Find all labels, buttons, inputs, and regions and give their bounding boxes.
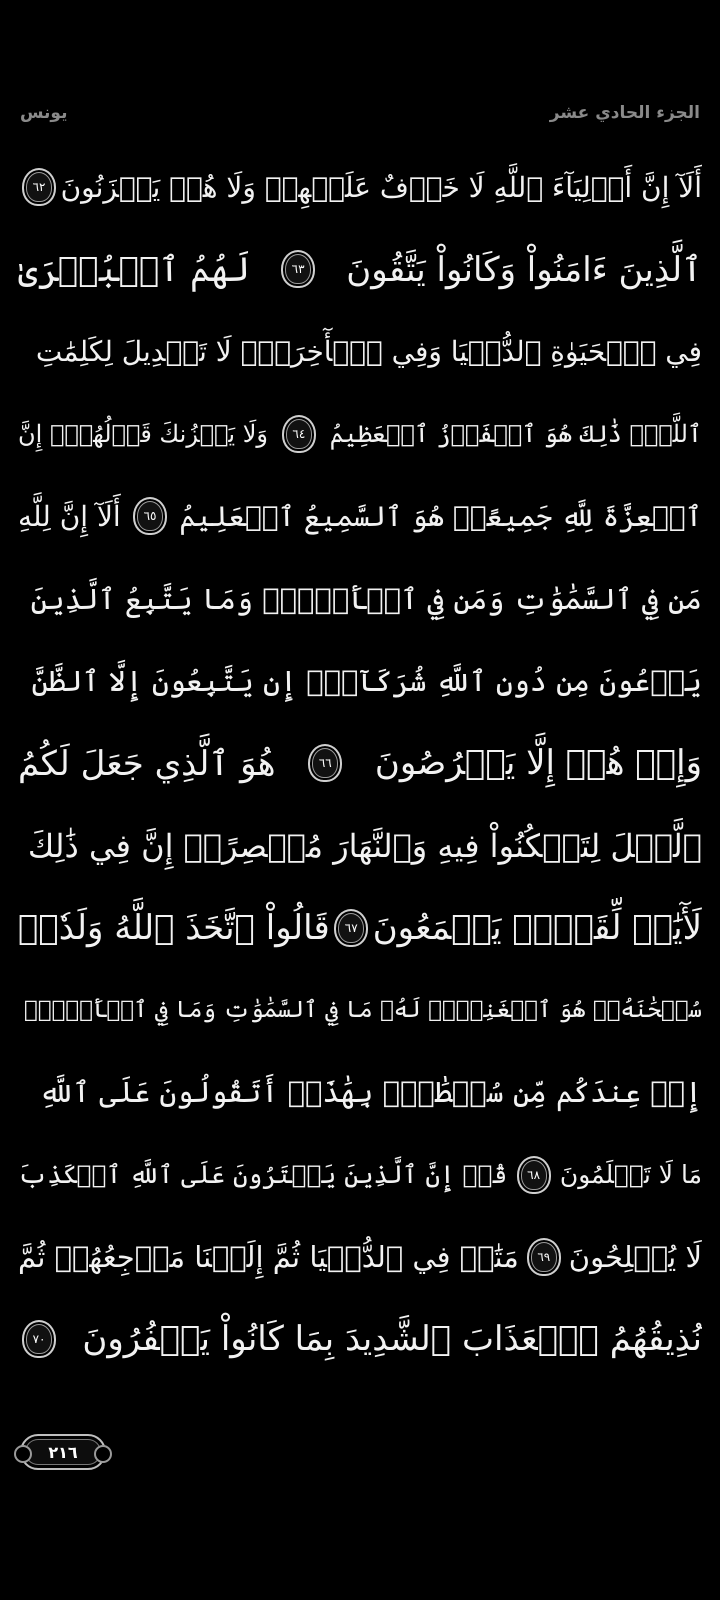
page-number: ٢١٦: [48, 1442, 78, 1462]
verse-text: سُبۡحَٰنَهُۥۖ هُوَ ٱلۡغَنِيُّۖ لَهُۥ مَا فِي ٱلسَّمَٰوَٰتِ وَمَا فِي ٱلۡأَرۡضِۚ: [23, 997, 702, 1024]
juz-label: الجزء الحادي عشر: [549, 103, 700, 123]
verse-text: قَالُواْ ٱتَّخَذَ ٱللَّهُ وَلَدٗاۗ: [18, 907, 330, 948]
verse-line-content: [18, 335, 702, 368]
verse-line-content: [18, 1156, 702, 1194]
verse-line: [18, 557, 702, 639]
verse-text: لَأٓيَٰتٖ لِّقَوۡمٖ يَسۡمَعُونَ: [372, 907, 702, 948]
verse-line-content: [18, 743, 702, 784]
verse-text: مَتَٰعٞ فِي ٱلدُّنۡيَا ثُمَّ إِلَيۡنَا مَرۡجِعُهُمۡ ثُمَّ: [18, 1240, 519, 1274]
ayah-number-marker: ٧٠: [22, 1320, 56, 1358]
verse-text: وَلَا يَحۡزُنكَ قَوۡلُهُمۡۘ إِنَّ: [18, 420, 268, 449]
verse-line-content: [18, 415, 702, 453]
verse-text: نُذِيقُهُمُ ٱلۡعَذَابَ ٱلشَّدِيدَ بِمَا كَانُواْ يَكۡفُرُونَ: [82, 1319, 702, 1360]
ayah-number-marker: ٦٥: [133, 497, 167, 535]
verse-text: إِنۡ عِندَكُم مِّن سُلۡطَٰنِۭ بِهَٰذَآۚ أَتَقُولُونَ عَلَى ٱللَّهِ: [39, 1075, 702, 1110]
verse-line-content: [18, 908, 702, 948]
verse-line-content: [18, 1075, 702, 1109]
verse-line: [18, 640, 702, 722]
verse-line: [18, 887, 702, 969]
verse-line: [18, 146, 702, 228]
ayah-number-marker: ٦٩: [527, 1238, 561, 1276]
verse-line-content: [18, 1238, 702, 1276]
page-header: [20, 96, 700, 130]
verse-line: [18, 804, 702, 886]
verse-text: فِي ٱلۡحَيَوٰةِ ٱلدُّنۡيَا وَفِي ٱلۡأٓخِرَةِۚ لَا تَبۡدِيلَ لِكَلِمَٰتِ: [35, 335, 702, 369]
verse-line-content: [18, 664, 702, 698]
verse-line-content: [18, 1319, 702, 1359]
verse-line: [18, 722, 702, 804]
verse-line: [18, 1298, 702, 1380]
verse-text: ٱلۡعِزَّةَ لِلَّهِ جَمِيعًاۚ هُوَ ٱلسَّمِيعُ ٱلۡعَلِيمُ: [179, 499, 702, 533]
surah-name: يونس: [20, 103, 68, 123]
page-number-badge: [20, 1434, 106, 1470]
verse-text: ٱلَّذِينَ ءَامَنُواْ وَكَانُواْ يَتَّقُونَ: [346, 249, 702, 290]
verse-line: [18, 969, 702, 1051]
ayah-number-marker: ٦٦: [308, 744, 342, 782]
verse-line-content: [18, 168, 702, 206]
quran-page-text: [18, 146, 702, 1380]
ayah-number-marker: ٦٧: [334, 909, 368, 947]
ayah-number-marker: ٦٤: [282, 415, 316, 453]
verse-text: هُوَ ٱلَّذِي جَعَلَ لَكُمُ: [18, 743, 276, 784]
verse-text: لَهُمُ ٱلۡبُشۡرَىٰ: [18, 249, 250, 290]
verse-line: [18, 475, 702, 557]
ayah-number-marker: ٦٨: [517, 1156, 551, 1194]
verse-text: أَلَآ إِنَّ أَوۡلِيَآءَ ٱللَّهِ لَا خَوۡفٌ عَلَيۡهِمۡ وَلَا هُمۡ يَحۡزَنُونَ: [60, 170, 702, 204]
verse-line: [18, 311, 702, 393]
ayah-number-marker: ٦٣: [281, 250, 315, 288]
verse-text: ٱلَّيۡلَ لِتَسۡكُنُواْ فِيهِ وَٱلنَّهَارَ مُبۡصِرًاۚ إِنَّ فِي ذَٰلِكَ: [27, 826, 702, 865]
verse-text: يَدۡعُونَ مِن دُونِ ٱللَّهِ شُرَكَآءَۚ إِن يَتَّبِعُونَ إِلَّا ٱلظَّنَّ: [31, 663, 702, 698]
verse-text: وَإِنۡ هُمۡ إِلَّا يَخۡرُصُونَ: [374, 743, 702, 784]
verse-text: ٱللَّهِۚ ذَٰلِكَ هُوَ ٱلۡفَوۡزُ ٱلۡعَظِيمُ: [329, 420, 702, 449]
verse-text: لَا يُفۡلِحُونَ: [568, 1240, 702, 1274]
verse-line: [18, 1134, 702, 1216]
verse-text: قُلۡ إِنَّ ٱلَّذِينَ يَفۡتَرُونَ عَلَى ٱللَّهِ ٱلۡكَذِبَ: [18, 1160, 508, 1190]
verse-line-content: [18, 827, 702, 865]
ayah-number-marker: ٦٢: [22, 168, 56, 206]
verse-text: أَلَآ إِنَّ لِلَّهِ: [18, 499, 121, 533]
verse-line-content: [18, 497, 702, 535]
verse-line-content: [18, 249, 702, 290]
verse-text: مَا لَا تَعۡلَمُونَ: [559, 1160, 702, 1190]
verse-line-content: [18, 997, 702, 1023]
verse-line: [18, 1216, 702, 1298]
verse-line-content: [18, 582, 702, 616]
verse-text: مَن فِي ٱلسَّمَٰوَٰتِ وَمَن فِي ٱلۡأَرۡضِۗ وَمَا يَتَّبِعُ ٱلَّذِينَ: [30, 581, 702, 616]
verse-line: [18, 393, 702, 475]
verse-line: [18, 1051, 702, 1133]
verse-line: [18, 228, 702, 310]
